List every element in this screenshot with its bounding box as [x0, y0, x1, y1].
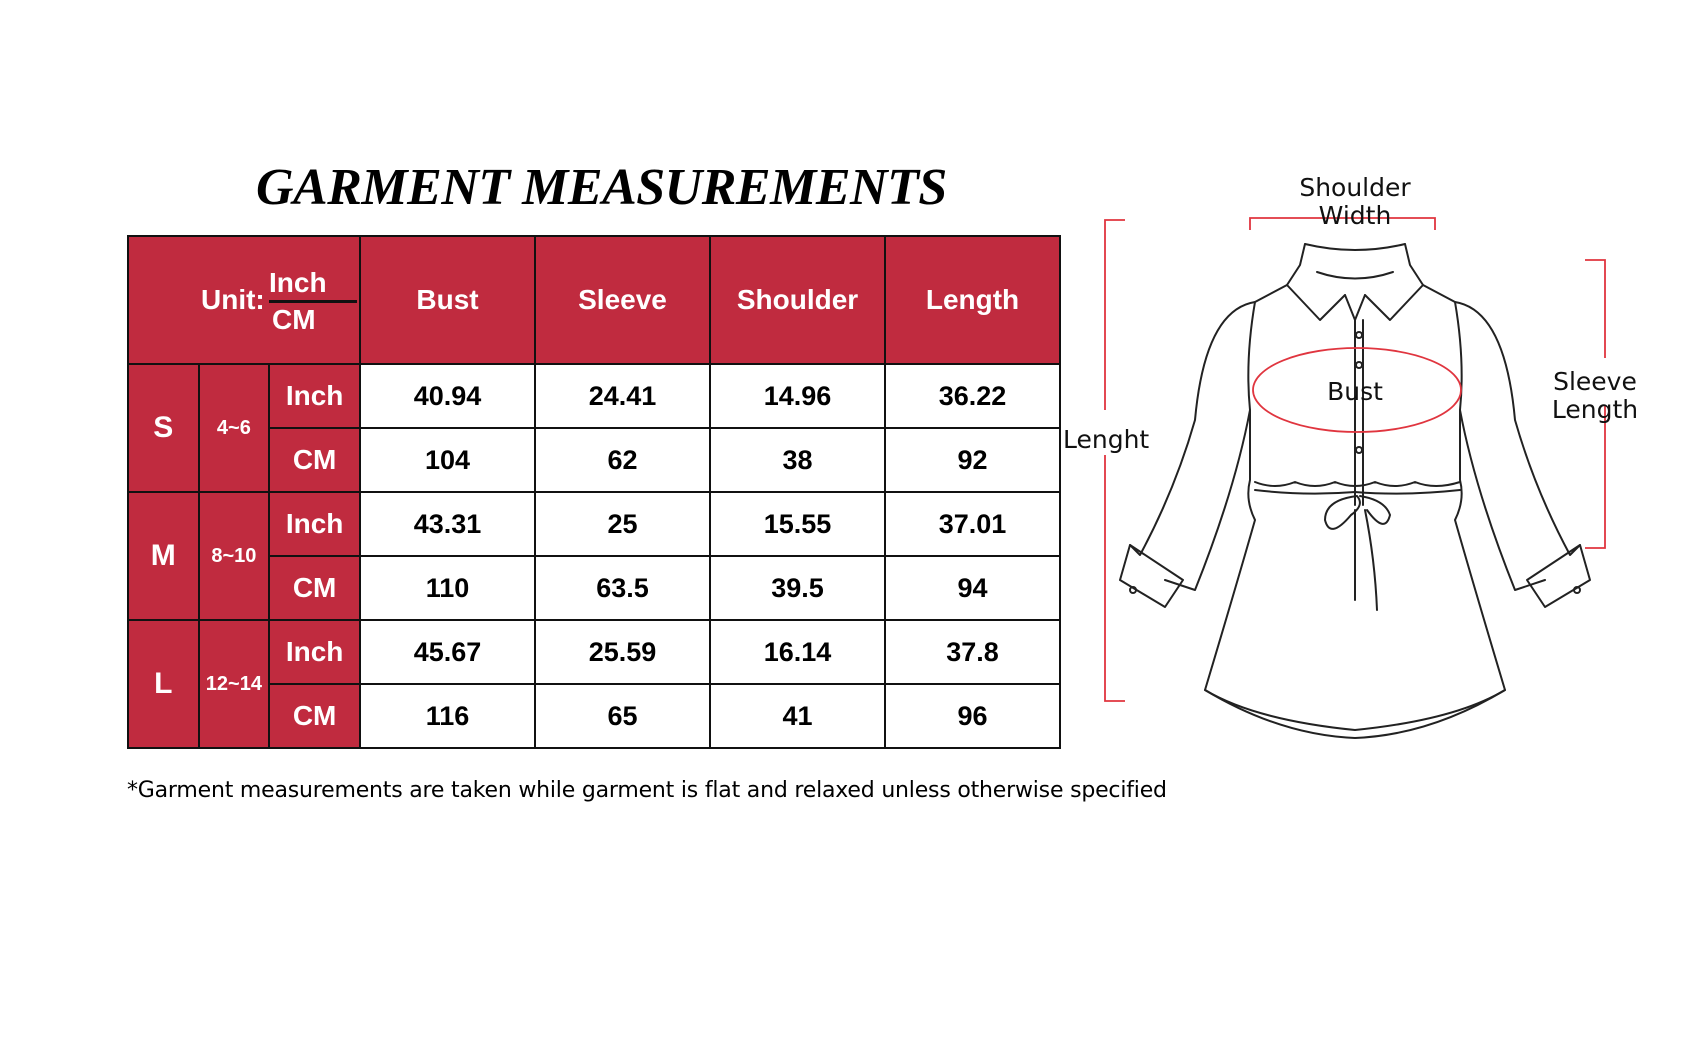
unit-cell: Inch: [269, 620, 360, 684]
unit-cell: CM: [269, 684, 360, 748]
table-row: [128, 620, 1060, 684]
shoulder-width-label-line2: Width: [1318, 201, 1392, 230]
size-l-range: 12~14: [199, 620, 270, 748]
value-cell: 92: [885, 428, 1060, 492]
header-bust: Bust: [360, 236, 535, 364]
size-l-label: L: [128, 620, 199, 748]
value-cell: 63.5: [535, 556, 710, 620]
sleeve-length-label-line1: Sleeve: [1553, 367, 1637, 396]
value-cell: 38: [710, 428, 885, 492]
value-cell: 37.01: [885, 492, 1060, 556]
size-s-range: 4~6: [199, 364, 270, 492]
size-s-label: S: [128, 364, 199, 492]
shoulder-width-label-line1: Shoulder: [1299, 173, 1411, 202]
unit-cell: Inch: [269, 364, 360, 428]
value-cell: 14.96: [710, 364, 885, 428]
value-cell: 24.41: [535, 364, 710, 428]
table-row: [128, 364, 1060, 428]
length-label: Lenght: [1063, 425, 1150, 454]
value-cell: 40.94: [360, 364, 535, 428]
value-cell: 39.5: [710, 556, 885, 620]
value-cell: 116: [360, 684, 535, 748]
value-cell: 96: [885, 684, 1060, 748]
value-cell: 94: [885, 556, 1060, 620]
unit-cm-label: CM: [272, 304, 316, 335]
size-m-label: M: [128, 492, 199, 620]
value-cell: 104: [360, 428, 535, 492]
size-m-range: 8~10: [199, 492, 270, 620]
value-cell: 15.55: [710, 492, 885, 556]
unit-cell: CM: [269, 428, 360, 492]
unit-cell: Inch: [269, 492, 360, 556]
header-length: Length: [885, 236, 1060, 364]
dress-diagram: [1055, 160, 1675, 800]
value-cell: 37.8: [885, 620, 1060, 684]
value-cell: 41: [710, 684, 885, 748]
unit-cell: CM: [269, 556, 360, 620]
value-cell: 65: [535, 684, 710, 748]
value-cell: 43.31: [360, 492, 535, 556]
value-cell: 25.59: [535, 620, 710, 684]
table-header-row: [128, 236, 1060, 364]
table-row: [128, 492, 1060, 556]
bust-label: Bust: [1327, 377, 1383, 406]
value-cell: 45.67: [360, 620, 535, 684]
header-sleeve: Sleeve: [535, 236, 710, 364]
unit-label: Unit:: [201, 284, 265, 315]
measurement-note: *Garment measurements are taken while garment is flat and relaxed unless otherwise specified: [127, 778, 1167, 803]
value-cell: 16.14: [710, 620, 885, 684]
unit-header-cell: [128, 236, 360, 364]
value-cell: 25: [535, 492, 710, 556]
page-title: GARMENT MEASUREMENTS: [256, 159, 947, 216]
shirt-dress-illustration: [1120, 244, 1590, 738]
size-chart-table: [127, 235, 1061, 749]
unit-divider: [269, 300, 357, 303]
value-cell: 36.22: [885, 364, 1060, 428]
sleeve-length-label-line2: Length: [1551, 395, 1639, 424]
header-shoulder: Shoulder: [710, 236, 885, 364]
value-cell: 62: [535, 428, 710, 492]
unit-inch-label: Inch: [269, 267, 327, 298]
value-cell: 110: [360, 556, 535, 620]
